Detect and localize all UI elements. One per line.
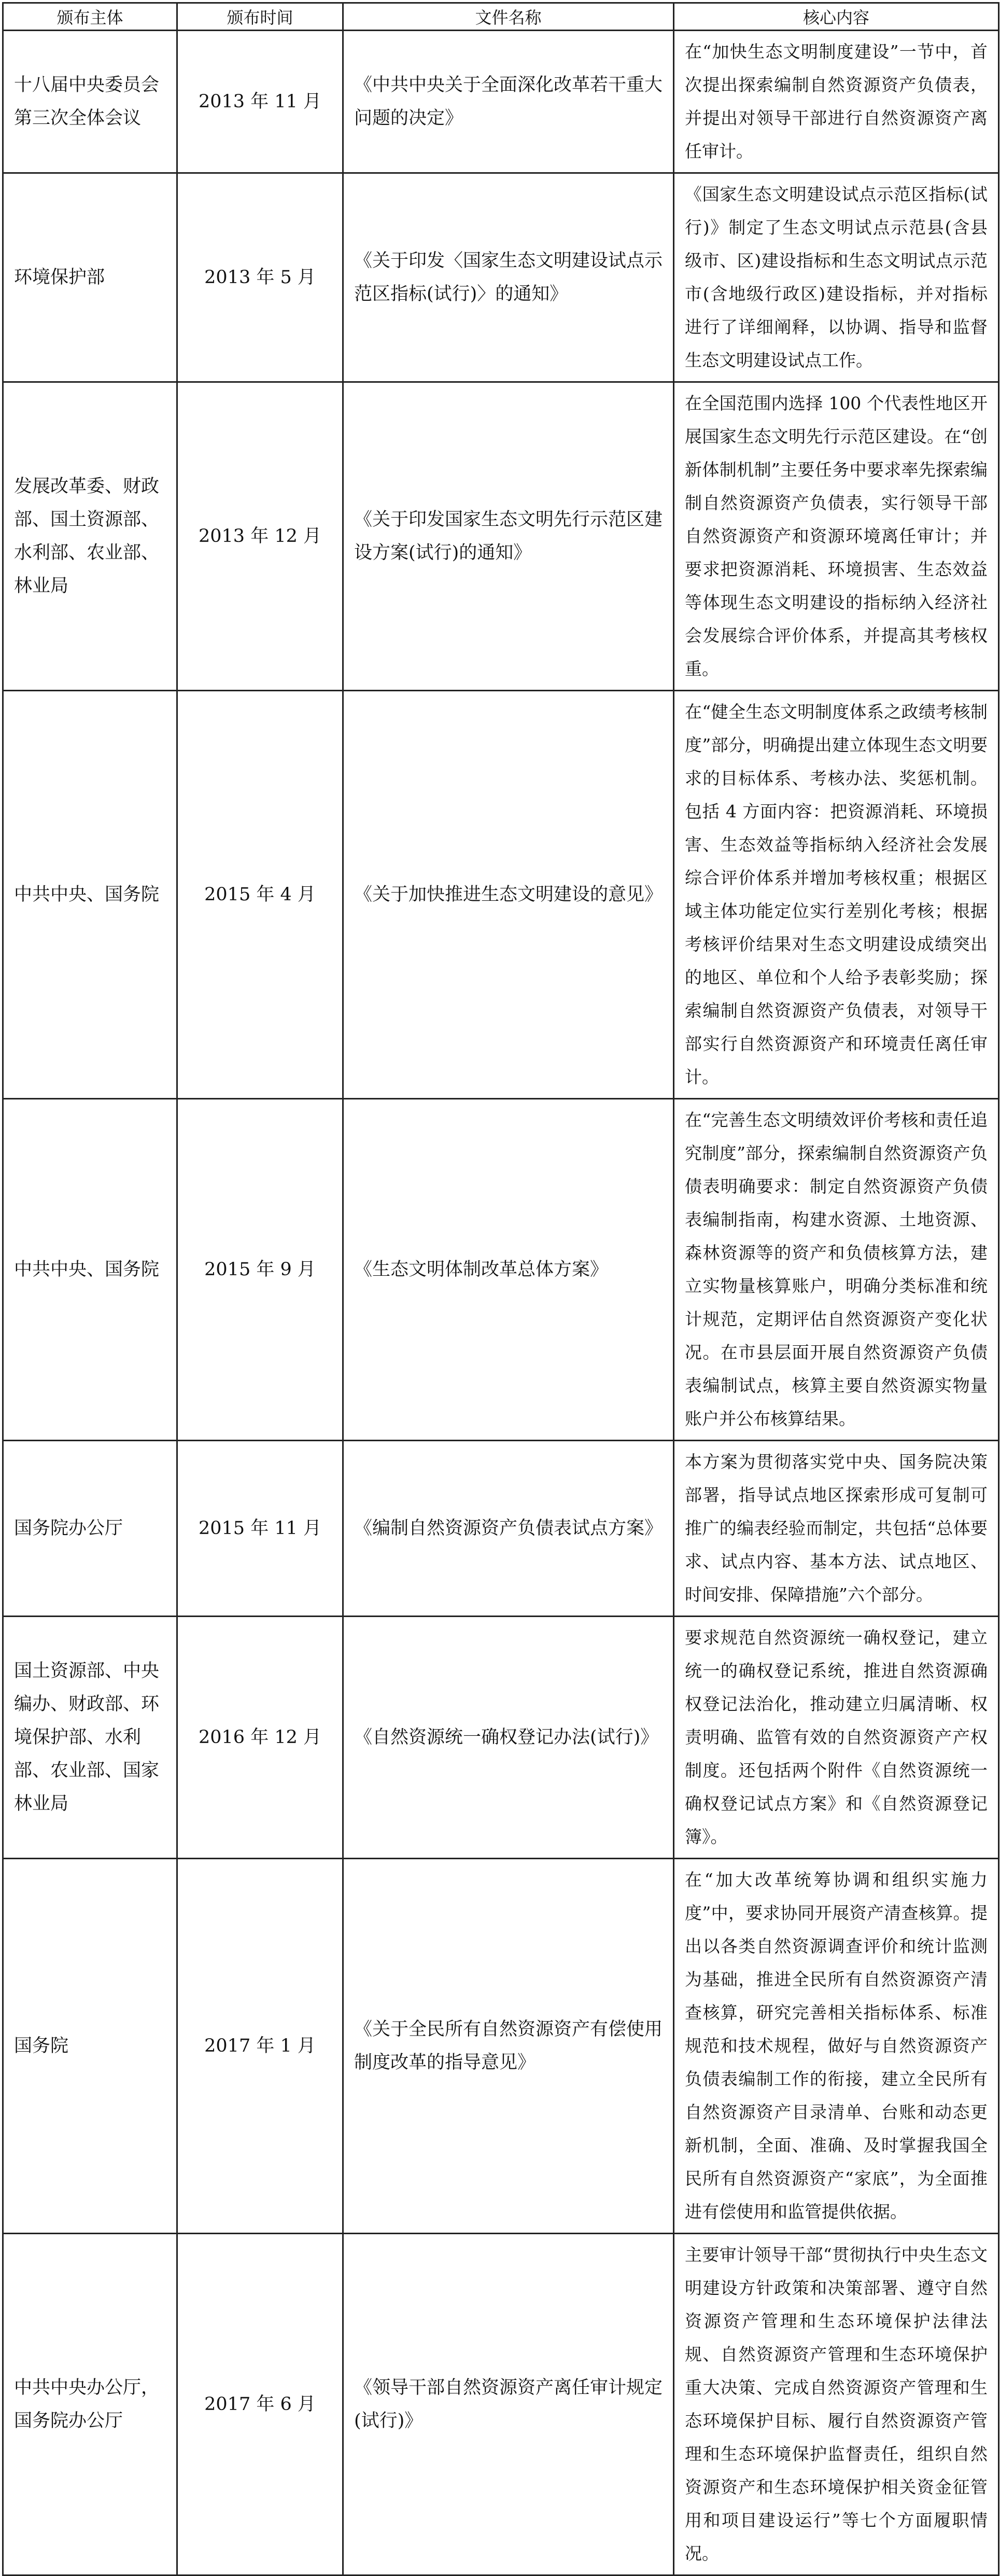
document-name-cell: 《生态文明体制改革总体方案》 xyxy=(343,1099,674,1441)
table-header-row xyxy=(3,3,999,31)
core-content-cell: 《国家生态文明建设试点示范区指标(试行)》制定了生态文明试点示范县(含县级市、区)建设指标和生态文明试点示范市(含地级行政区)建设指标，并对指标进行了详细阐释，以协调、指导和监督生态文明建设试点工作。 xyxy=(674,173,999,382)
date-cell: 2015 年 4 月 xyxy=(177,691,343,1099)
issuer-cell: 国土资源部、中央编办、财政部、环境保护部、水利部、农业部、国家林业局 xyxy=(3,1617,177,1859)
date-cell: 2013 年 5 月 xyxy=(177,173,343,382)
table-row xyxy=(3,2234,999,2575)
core-content-cell: 在“加快生态文明制度建设”一节中，首次提出探索编制自然资源资产负债表，并提出对领导干部进行自然资源资产离任审计。 xyxy=(674,31,999,173)
core-content-cell: 要求规范自然资源统一确权登记，建立统一的确权登记系统，推进自然资源确权登记法治化，推动建立归属清晰、权责明确、监管有效的自然资源资产产权制度。还包括两个附件《自然资源统一确权登记试点方案》和《自然资源登记簿》。 xyxy=(674,1617,999,1859)
issuer-cell: 环境保护部 xyxy=(3,173,177,382)
date-cell: 2015 年 11 月 xyxy=(177,1441,343,1617)
header-core-content: 核心内容 xyxy=(674,3,999,31)
header-date: 颁布时间 xyxy=(177,3,343,31)
table-row xyxy=(3,173,999,382)
table-row xyxy=(3,1617,999,1859)
core-content-cell: 在“加大改革统筹协调和组织实施力度”中，要求协同开展资产清查核算。提出以各类自然资源调查评价和统计监测为基础，推进全民所有自然资源资产清查核算，研究完善相关指标体系、标准规范和技术规程，做好与自然资源资产负债表编制工作的衔接，建立全民所有自然资源资产目录清单、台账和动态更新机制，全面、准确、及时掌握我国全民所有自然资源资产“家底”，为全面推进有偿使用和监管提供依据。 xyxy=(674,1859,999,2234)
issuer-cell: 国务院 xyxy=(3,1859,177,2234)
document-name-cell: 《关于印发〈国家生态文明建设试点示范区指标(试行)〉的通知》 xyxy=(343,173,674,382)
table-row xyxy=(3,1859,999,2234)
date-cell: 2013 年 12 月 xyxy=(177,382,343,691)
document-name-cell: 《关于加快推进生态文明建设的意见》 xyxy=(343,691,674,1099)
issuer-cell: 国务院办公厅 xyxy=(3,1441,177,1617)
date-cell: 2017 年 1 月 xyxy=(177,1859,343,2234)
document-name-cell: 《自然资源统一确权登记办法(试行)》 xyxy=(343,1617,674,1859)
document-name-cell: 《中共中央关于全面深化改革若干重大问题的决定》 xyxy=(343,31,674,173)
table-row xyxy=(3,31,999,173)
header-issuer: 颁布主体 xyxy=(3,3,177,31)
issuer-cell: 中共中央、国务院 xyxy=(3,691,177,1099)
core-content-cell: 主要审计领导干部“贯彻执行中央生态文明建设方针政策和决策部署、遵守自然资源资产管理和生态环境保护法律法规、自然资源资产管理和生态环境保护重大决策、完成自然资源资产管理和生态环境保护目标、履行自然资源资产管理和生态环境保护监督责任，组织自然资源资产和生态环境保护相关资金征管用和项目建设运行”等七个方面履职情况。 xyxy=(674,2234,999,2575)
core-content-cell: 在全国范围内选择 100 个代表性地区开展国家生态文明先行示范区建设。在“创新体制机制”主要任务中要求率先探索编制自然资源资产负债表，实行领导干部自然资源资产和资源环境离任审计；并要求把资源消耗、环境损害、生态效益等体现生态文明建设的指标纳入经济社会发展综合评价体系，并提高其考核权重。 xyxy=(674,382,999,691)
document-name-cell: 《编制自然资源资产负债表试点方案》 xyxy=(343,1441,674,1617)
issuer-cell: 发展改革委、财政部、国土资源部、水利部、农业部、林业局 xyxy=(3,382,177,691)
document-name-cell: 《领导干部自然资源资产离任审计规定(试行)》 xyxy=(343,2234,674,2575)
issuer-cell: 中共中央办公厅，国务院办公厅 xyxy=(3,2234,177,2575)
core-content-cell: 在“完善生态文明绩效评价考核和责任追究制度”部分，探索编制自然资源资产负债表明确要求：制定自然资源资产负债表编制指南，构建水资源、土地资源、森林资源等的资产和负债核算方法，建立实物量核算账户，明确分类标准和统计规范，定期评估自然资源资产变化状况。在市县层面开展自然资源资产负债表编制试点，核算主要自然资源实物量账户并公布核算结果。 xyxy=(674,1099,999,1441)
document-name-cell: 《关于全民所有自然资源资产有偿使用制度改革的指导意见》 xyxy=(343,1859,674,2234)
table-row xyxy=(3,1441,999,1617)
document-name-cell: 《关于印发国家生态文明先行示范区建设方案(试行)的通知》 xyxy=(343,382,674,691)
issuer-cell: 中共中央、国务院 xyxy=(3,1099,177,1441)
header-document-name: 文件名称 xyxy=(343,3,674,31)
policy-table xyxy=(2,2,999,2576)
date-cell: 2016 年 12 月 xyxy=(177,1617,343,1859)
date-cell: 2013 年 11 月 xyxy=(177,31,343,173)
date-cell: 2015 年 9 月 xyxy=(177,1099,343,1441)
table-row xyxy=(3,1099,999,1441)
table-row xyxy=(3,382,999,691)
date-cell: 2017 年 6 月 xyxy=(177,2234,343,2575)
core-content-cell: 在“健全生态文明制度体系之政绩考核制度”部分，明确提出建立体现生态文明要求的目标体系、考核办法、奖惩机制。包括 4 方面内容：把资源消耗、环境损害、生态效益等指标纳入经济社会发展综合评价体系并增加考核权重；根据区域主体功能定位实行差别化考核；根据考核评价结果对生态文明建设成绩突出的地区、单位和个人给予表彰奖励；探索编制自然资源资产负债表，对领导干部实行自然资源资产和环境责任离任审计。 xyxy=(674,691,999,1099)
core-content-cell: 本方案为贯彻落实党中央、国务院决策部署，指导试点地区探索形成可复制可推广的编表经验而制定，共包括“总体要求、试点内容、基本方法、试点地区、时间安排、保障措施”六个部分。 xyxy=(674,1441,999,1617)
table-row xyxy=(3,691,999,1099)
issuer-cell: 十八届中央委员会第三次全体会议 xyxy=(3,31,177,173)
